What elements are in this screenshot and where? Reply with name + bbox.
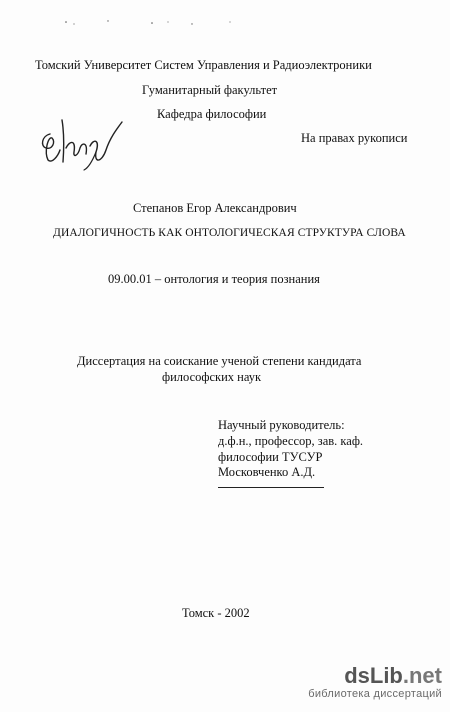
supervisor-department: философии ТУСУР <box>218 450 323 464</box>
dslib-watermark <box>292 664 442 706</box>
supervisor-credentials: д.ф.н., профессор, зав. каф. <box>218 434 364 448</box>
supervisor-name: Московченко А.Д. <box>218 465 316 479</box>
scan-specks <box>60 18 260 28</box>
manuscript-note: На правах рукописи <box>301 131 408 145</box>
university-name: Томский Университет Систем Управления и Радиоэлектроники <box>35 58 372 72</box>
dissertation-title: ДИАЛОГИЧНОСТЬ КАК ОНТОЛОГИЧЕСКАЯ СТРУКТУРА СЛОВА <box>53 227 406 239</box>
watermark-brand-net: .net <box>402 663 442 688</box>
city-year: Томск - 2002 <box>182 606 250 620</box>
faculty-name: Гуманитарный факультет <box>142 83 278 97</box>
watermark-brand-lib: Lib <box>369 663 403 688</box>
watermark-logo <box>292 664 442 688</box>
author-name: Степанов Егор Александрович <box>133 201 297 215</box>
watermark-brand-ds: ds <box>344 663 370 688</box>
specialty-code: 09.00.01 – онтология и теория познания <box>108 272 320 286</box>
watermark-subtitle: библиотека диссертаций <box>308 688 442 700</box>
supervisor-label: Научный руководитель: <box>218 418 345 432</box>
handwritten-signature <box>36 112 126 172</box>
degree-line-2: философских наук <box>162 370 262 384</box>
department-name: Кафедра философии <box>157 107 267 121</box>
signature-line <box>218 487 324 488</box>
degree-line-1: Диссертация на соискание ученой степени кандидата <box>77 354 362 368</box>
